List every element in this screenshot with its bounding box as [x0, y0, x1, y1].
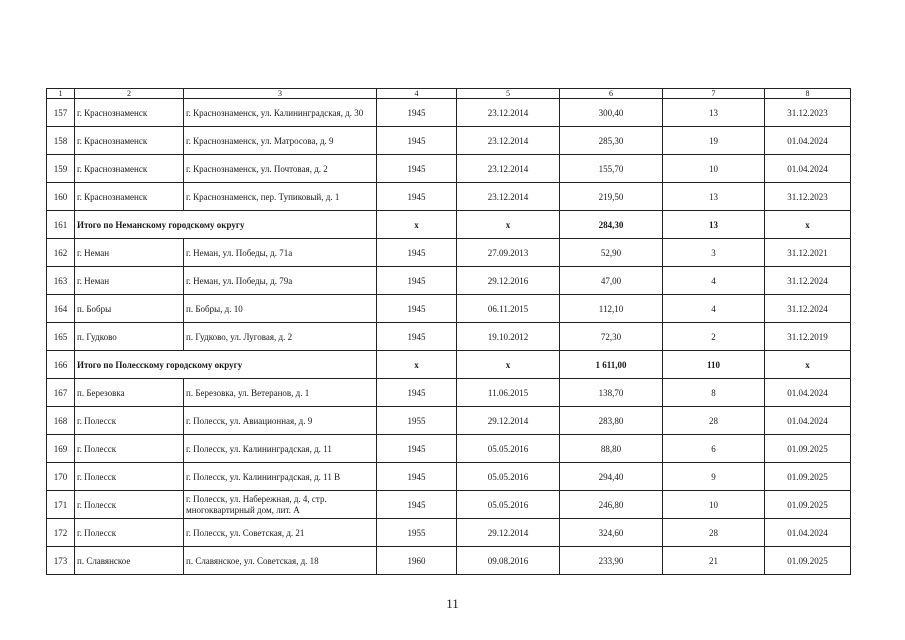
area-cell: 138,70	[560, 379, 663, 407]
total-row	[47, 351, 851, 379]
column-header: 3	[184, 89, 377, 99]
date-cell: 27.09.2013	[457, 239, 560, 267]
year-cell: 1945	[377, 379, 457, 407]
year-cell: 1945	[377, 239, 457, 267]
locality-cell: г. Полесск	[75, 407, 184, 435]
date-cell: 29.12.2014	[457, 407, 560, 435]
address-cell: г. Краснознаменск, ул. Калининградская, д. 30	[184, 99, 377, 127]
locality-cell: п. Гудково	[75, 323, 184, 351]
address-cell: п. Славянское, ул. Советская, д. 18	[184, 547, 377, 575]
area-cell: 155,70	[560, 155, 663, 183]
date-cell: 19.10.2012	[457, 323, 560, 351]
area-cell: 52,90	[560, 239, 663, 267]
area-cell: 233,90	[560, 547, 663, 575]
deadline-cell: x	[765, 211, 851, 239]
deadline-cell: 01.04.2024	[765, 127, 851, 155]
year-cell: 1945	[377, 183, 457, 211]
year-cell: 1960	[377, 547, 457, 575]
address-cell: г. Краснознаменск, пер. Тупиковый, д. 1	[184, 183, 377, 211]
area-cell: 219,50	[560, 183, 663, 211]
row-number: 164	[47, 295, 75, 323]
year-cell: 1945	[377, 295, 457, 323]
deadline-cell: 31.12.2024	[765, 267, 851, 295]
address-cell: п. Березовка, ул. Ветеранов, д. 1	[184, 379, 377, 407]
locality-cell: г. Полесск	[75, 491, 184, 519]
row-number: 167	[47, 379, 75, 407]
table-body	[47, 89, 851, 575]
column-header: 2	[75, 89, 184, 99]
area-cell: 112,10	[560, 295, 663, 323]
count-cell: 2	[663, 323, 765, 351]
area-cell: 72,30	[560, 323, 663, 351]
count-cell: 21	[663, 547, 765, 575]
count-cell: 4	[663, 295, 765, 323]
year-cell: 1945	[377, 267, 457, 295]
deadline-cell: 31.12.2023	[765, 183, 851, 211]
deadline-cell: 01.04.2024	[765, 379, 851, 407]
deadline-cell: 01.04.2024	[765, 407, 851, 435]
count-cell: 9	[663, 463, 765, 491]
date-cell: 29.12.2014	[457, 519, 560, 547]
table-row	[47, 435, 851, 463]
column-header: 8	[765, 89, 851, 99]
address-cell: г. Полесск, ул. Авиационная, д. 9	[184, 407, 377, 435]
column-header: 5	[457, 89, 560, 99]
row-number: 166	[47, 351, 75, 379]
page-number: 11	[446, 596, 459, 611]
row-number: 157	[47, 99, 75, 127]
address-cell: г. Полесск, ул. Советская, д. 21	[184, 519, 377, 547]
date-cell: 23.12.2014	[457, 183, 560, 211]
area-cell: 1 611,00	[560, 351, 663, 379]
row-number: 168	[47, 407, 75, 435]
count-cell: 28	[663, 519, 765, 547]
year-cell: 1945	[377, 99, 457, 127]
year-cell: 1955	[377, 407, 457, 435]
date-cell: 23.12.2014	[457, 127, 560, 155]
locality-cell: п. Бобры	[75, 295, 184, 323]
row-number: 172	[47, 519, 75, 547]
locality-cell: г. Полесск	[75, 519, 184, 547]
total-label: Итого по Полесскому городскому округу	[75, 351, 377, 379]
locality-cell: п. Славянское	[75, 547, 184, 575]
deadline-cell: 31.12.2019	[765, 323, 851, 351]
row-number: 158	[47, 127, 75, 155]
count-cell: 6	[663, 435, 765, 463]
locality-cell: г. Неман	[75, 239, 184, 267]
address-cell: п. Гудково, ул. Луговая, д. 2	[184, 323, 377, 351]
table-row	[47, 519, 851, 547]
deadline-cell: 01.09.2025	[765, 435, 851, 463]
year-cell: 1945	[377, 127, 457, 155]
table-row	[47, 267, 851, 295]
header-row	[47, 89, 851, 99]
table-row	[47, 463, 851, 491]
year-cell: 1955	[377, 519, 457, 547]
address-cell: г. Полесск, ул. Калининградская, д. 11 В	[184, 463, 377, 491]
table-row	[47, 407, 851, 435]
deadline-cell: 01.04.2024	[765, 155, 851, 183]
row-number: 165	[47, 323, 75, 351]
address-cell: г. Полесск, ул. Набережная, д. 4, стр. многоквартирный дом, лит. А	[184, 491, 377, 519]
date-cell: 05.05.2016	[457, 435, 560, 463]
address-cell: г. Полесск, ул. Калининградская, д. 11	[184, 435, 377, 463]
count-cell: 13	[663, 183, 765, 211]
year-cell: 1945	[377, 323, 457, 351]
column-header: 4	[377, 89, 457, 99]
total-row	[47, 211, 851, 239]
table-row	[47, 155, 851, 183]
table-row	[47, 491, 851, 519]
deadline-cell: 31.12.2023	[765, 99, 851, 127]
area-cell: 285,30	[560, 127, 663, 155]
table-row	[47, 547, 851, 575]
locality-cell: г. Неман	[75, 267, 184, 295]
row-number: 171	[47, 491, 75, 519]
table-row	[47, 295, 851, 323]
year-cell: 1945	[377, 435, 457, 463]
count-cell: 110	[663, 351, 765, 379]
row-number: 163	[47, 267, 75, 295]
table-row	[47, 183, 851, 211]
table-row	[47, 379, 851, 407]
row-number: 159	[47, 155, 75, 183]
row-number: 169	[47, 435, 75, 463]
address-cell: п. Бобры, д. 10	[184, 295, 377, 323]
locality-cell: г. Краснознаменск	[75, 99, 184, 127]
column-header: 7	[663, 89, 765, 99]
table-row	[47, 127, 851, 155]
table-row	[47, 239, 851, 267]
date-cell: 06.11.2015	[457, 295, 560, 323]
column-header: 1	[47, 89, 75, 99]
date-cell: 05.05.2016	[457, 463, 560, 491]
area-cell: 300,40	[560, 99, 663, 127]
area-cell: 246,80	[560, 491, 663, 519]
locality-cell: г. Краснознаменск	[75, 155, 184, 183]
area-cell: 324,60	[560, 519, 663, 547]
count-cell: 3	[663, 239, 765, 267]
count-cell: 13	[663, 211, 765, 239]
count-cell: 10	[663, 491, 765, 519]
row-number: 162	[47, 239, 75, 267]
locality-cell: г. Полесск	[75, 463, 184, 491]
deadline-cell: 01.09.2025	[765, 463, 851, 491]
year-cell: 1945	[377, 491, 457, 519]
year-cell: 1945	[377, 463, 457, 491]
row-number: 160	[47, 183, 75, 211]
count-cell: 4	[663, 267, 765, 295]
area-cell: 294,40	[560, 463, 663, 491]
column-header: 6	[560, 89, 663, 99]
row-number: 170	[47, 463, 75, 491]
count-cell: 19	[663, 127, 765, 155]
deadline-cell: 31.12.2021	[765, 239, 851, 267]
address-cell: г. Неман, ул. Победы, д. 71а	[184, 239, 377, 267]
locality-cell: г. Полесск	[75, 435, 184, 463]
year-cell: x	[377, 211, 457, 239]
year-cell: x	[377, 351, 457, 379]
address-cell: г. Краснознаменск, ул. Почтовая, д. 2	[184, 155, 377, 183]
deadline-cell: x	[765, 351, 851, 379]
count-cell: 10	[663, 155, 765, 183]
date-cell: 23.12.2014	[457, 99, 560, 127]
count-cell: 13	[663, 99, 765, 127]
area-cell: 284,30	[560, 211, 663, 239]
total-label: Итого по Неманскому городскому округу	[75, 211, 377, 239]
row-number: 161	[47, 211, 75, 239]
count-cell: 28	[663, 407, 765, 435]
date-cell: 09.08.2016	[457, 547, 560, 575]
date-cell: x	[457, 211, 560, 239]
deadline-cell: 01.09.2025	[765, 491, 851, 519]
deadline-cell: 01.09.2025	[765, 547, 851, 575]
address-cell: г. Краснознаменск, ул. Матросова, д. 9	[184, 127, 377, 155]
count-cell: 8	[663, 379, 765, 407]
date-cell: 23.12.2014	[457, 155, 560, 183]
date-cell: 05.05.2016	[457, 491, 560, 519]
area-cell: 47,00	[560, 267, 663, 295]
area-cell: 88,80	[560, 435, 663, 463]
table-row	[47, 99, 851, 127]
date-cell: 29.12.2016	[457, 267, 560, 295]
deadline-cell: 31.12.2024	[765, 295, 851, 323]
locality-cell: г. Краснознаменск	[75, 183, 184, 211]
table-row	[47, 323, 851, 351]
deadline-cell: 01.04.2024	[765, 519, 851, 547]
date-cell: x	[457, 351, 560, 379]
row-number: 173	[47, 547, 75, 575]
locality-cell: г. Краснознаменск	[75, 127, 184, 155]
locality-cell: п. Березовка	[75, 379, 184, 407]
housing-table	[46, 88, 851, 575]
date-cell: 11.06.2015	[457, 379, 560, 407]
year-cell: 1945	[377, 155, 457, 183]
address-cell: г. Неман, ул. Победы, д. 79а	[184, 267, 377, 295]
area-cell: 283,80	[560, 407, 663, 435]
